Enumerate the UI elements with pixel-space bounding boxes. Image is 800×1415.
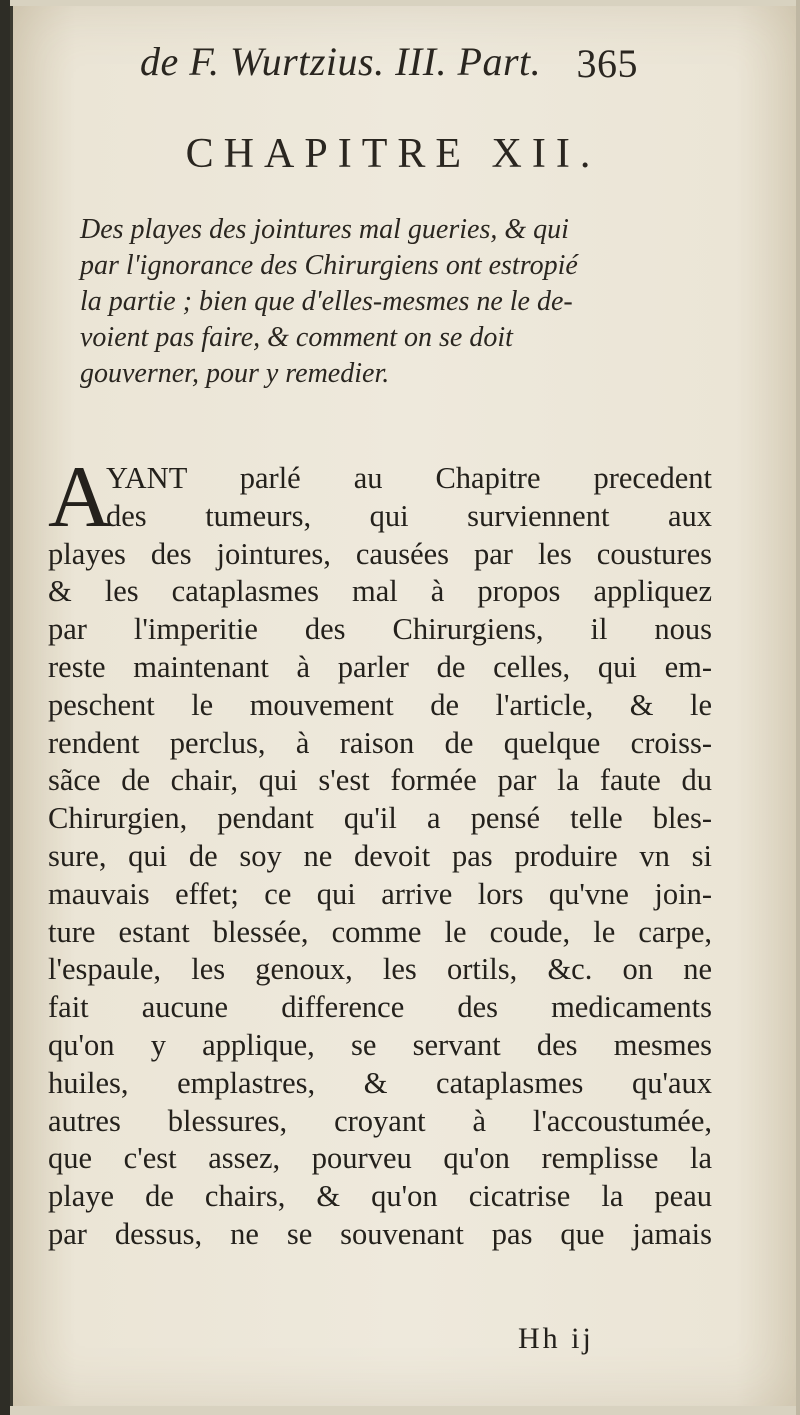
summary-line: gouverner, pour y remedier.: [80, 358, 390, 389]
body-line: l'espaule, les genoux, les ortils, &c. on ne: [48, 952, 712, 987]
body-line: sãce de chair, qui s'est formée par la faute du: [48, 763, 712, 798]
body-line: que c'est assez, pourveu qu'on remplisse la: [48, 1141, 712, 1176]
body-line: par l'imperitie des Chirurgiens, il nous: [48, 612, 712, 647]
body-line: autres blessures, croyant à l'accoustumée,: [48, 1103, 712, 1138]
body-line: qu'on y applique, se servant des mesmes: [48, 1027, 712, 1062]
drop-cap: A: [48, 449, 112, 546]
summary-line: voient pas faire, & comment on se doit: [80, 322, 513, 353]
body-line: playes des jointures, causées par les coustures: [48, 536, 712, 571]
page-edge: [796, 0, 800, 1415]
body-line: Chirurgien, pendant qu'il a pensé telle bles-: [48, 801, 712, 836]
body-paragraph: [48, 449, 712, 1254]
chapter-summary: [80, 212, 720, 392]
body-line: huiles, emplastres, & cataplasmes qu'aux: [48, 1065, 712, 1100]
body-line: ture estant blessée, comme le coude, le carpe,: [48, 914, 712, 949]
body-line: & les cataplasmes mal à propos appliquez: [48, 574, 712, 609]
body-line: des tumeurs, qui surviennent aux: [106, 498, 712, 533]
summary-line: la partie ; bien que d'elles-mesmes ne le de-: [80, 286, 573, 317]
body-line: playe de chairs, & qu'on cicatrise la peau: [48, 1179, 712, 1214]
body-line: rendent perclus, à raison de quelque croiss-: [48, 725, 712, 760]
body-line: mauvais effet; ce qui arrive lors qu'vne join-: [48, 876, 712, 911]
body-line: par dessus, ne se souvenant pas que jamais: [48, 1216, 712, 1251]
body-line: sure, qui de soy ne devoit pas produire vn si: [48, 838, 712, 873]
page-number: 365: [576, 41, 638, 86]
chapter-heading: CHAPITRE XII.: [185, 131, 601, 177]
catchword-signature: Hh ij: [518, 1322, 594, 1355]
running-header: [140, 38, 638, 86]
body-line: peschent le mouvement de l'article, & le: [48, 687, 712, 722]
summary-line: par l'ignorance des Chirurgiens ont estropié: [80, 250, 578, 281]
running-title: de F. Wurtzius. III. Part.: [140, 39, 542, 84]
body-line: fait aucune difference des medicaments: [48, 990, 712, 1025]
summary-line: Des playes des jointures mal gueries, & qui: [80, 214, 569, 245]
body-line: reste maintenant à parler de celles, qui em-: [48, 649, 712, 684]
binding-gutter: [0, 0, 10, 1415]
body-line: YANT parlé au Chapitre precedent: [106, 461, 712, 495]
